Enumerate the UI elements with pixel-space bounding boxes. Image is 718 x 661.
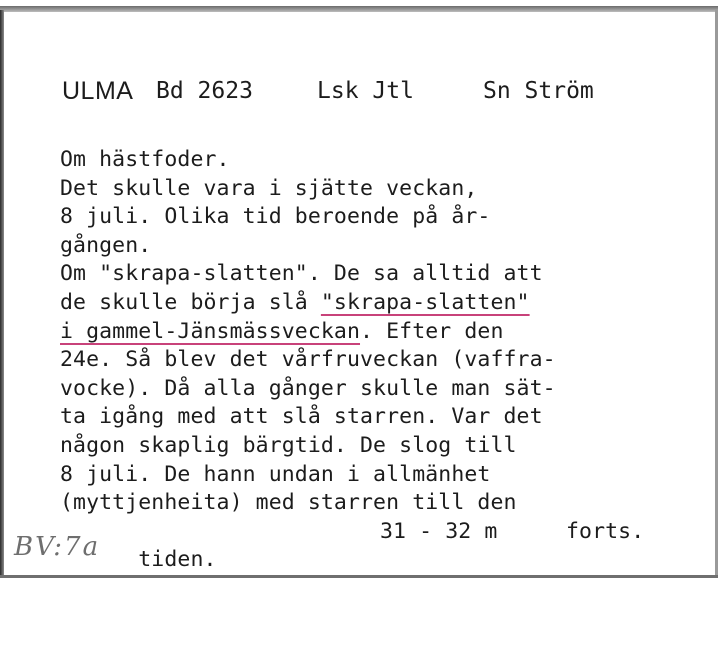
text-line: gången.: [60, 232, 152, 258]
page-range: 31 - 32 m: [380, 518, 498, 544]
text-line: [60, 289, 710, 318]
card-header: [0, 78, 718, 112]
text-line: 8 juli. Olika tid beroende på år-: [60, 204, 491, 230]
province-code: Lsk Jtl: [317, 78, 414, 104]
text-line: Det skulle vara i sjätte veckan,: [60, 175, 478, 201]
underlined-term: "skrapa-slatten": [320, 289, 530, 315]
text-line: [60, 318, 710, 347]
card-body: [60, 146, 710, 573]
handwritten-signum: BV:7a: [14, 532, 101, 562]
card-top-edge: [0, 6, 718, 12]
underlined-term: i gammel-Jänsmässveckan: [60, 318, 361, 344]
text-line: vocke). Då alla gånger skulle man sät-: [60, 375, 556, 401]
text-line: 8 juli. De hann undan i allmänhet: [60, 461, 491, 487]
text-line: 24e. Så blev det vårfruveckan (vaffra-: [60, 347, 556, 373]
text-line: ta igång med att slå starren. Var det: [60, 404, 543, 430]
text-line: (myttjenheita) med starren till den: [60, 490, 517, 516]
volume-number: Bd 2623: [156, 78, 253, 104]
text-line: [60, 518, 710, 573]
continued-marker: forts.: [566, 518, 645, 544]
text-line: Om hästfoder.: [60, 147, 230, 172]
text-segment: de skulle börja slå: [60, 289, 321, 315]
text-segment: tiden.: [138, 547, 217, 573]
parish-name: Sn Ström: [483, 78, 594, 104]
text-segment: . Efter den: [360, 318, 504, 344]
text-line: Om "skrapa-slatten". De sa alltid att: [60, 261, 543, 287]
archive-code: ULMA: [62, 77, 134, 105]
text-line: någon skaplig bärgtid. De slog till: [60, 432, 517, 458]
